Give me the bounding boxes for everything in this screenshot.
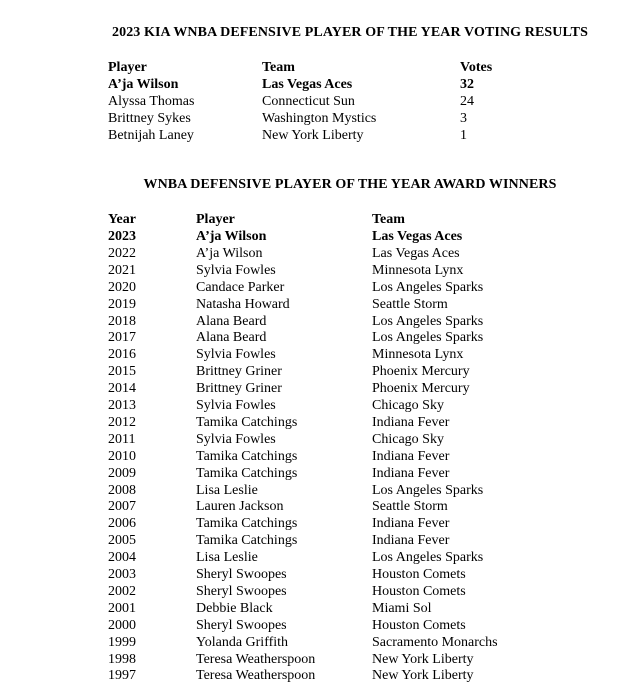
player-cell: Teresa Weatherspoon — [196, 651, 316, 667]
player-cell: Natasha Howard — [196, 296, 290, 312]
team-cell: Houston Comets — [372, 567, 466, 582]
year-cell: 2012 — [108, 414, 136, 430]
year-cell: 1999 — [108, 634, 136, 650]
year-cell: 2014 — [108, 381, 136, 397]
player-cell: Tamika Catchings — [196, 533, 298, 549]
year-cell: 2021 — [108, 262, 136, 278]
team-cell: New York Liberty — [372, 651, 474, 667]
team-cell: Indiana Fever — [372, 448, 450, 464]
player-cell: Sheryl Swoopes — [196, 617, 287, 633]
team-cell: Houston Comets — [372, 617, 466, 633]
header-votes: Votes — [460, 60, 493, 75]
player-cell: Tamika Catchings — [196, 448, 298, 464]
year-cell: 2020 — [108, 279, 136, 295]
year-cell: 2016 — [108, 347, 136, 363]
year-cell: 2008 — [108, 482, 136, 498]
player-cell: Alana Beard — [196, 313, 267, 329]
team-cell: Los Angeles Sparks — [372, 482, 484, 498]
team-cell: New York Liberty — [262, 128, 364, 143]
year-cell: 2022 — [108, 245, 136, 261]
team-cell: Chicago Sky — [372, 431, 444, 447]
player-cell: Candace Parker — [196, 279, 285, 295]
team-cell: Miami Sol — [372, 600, 432, 616]
year-cell: 2023 — [108, 229, 136, 244]
team-cell: Minnesota Lynx — [372, 262, 464, 278]
header-team: Team — [372, 212, 405, 227]
votes-cell: 32 — [460, 77, 474, 92]
award-winners-title: WNBA DEFENSIVE PLAYER OF THE YEAR AWARD WINNERS — [143, 177, 557, 192]
player-cell: Tamika Catchings — [196, 516, 298, 532]
year-cell: 2011 — [108, 431, 136, 447]
player-cell: Brittney Griner — [196, 381, 282, 397]
year-cell: 2019 — [108, 296, 136, 312]
player-cell: Tamika Catchings — [196, 414, 298, 430]
player-cell: Sheryl Swoopes — [196, 567, 287, 582]
team-cell: Washington Mystics — [262, 111, 377, 126]
team-cell: Phoenix Mercury — [372, 364, 470, 380]
player-cell: A’ja Wilson — [108, 77, 179, 92]
team-cell: Las Vegas Aces — [372, 245, 460, 261]
team-cell: Indiana Fever — [372, 465, 450, 481]
year-cell: 2000 — [108, 617, 136, 633]
year-cell: 2003 — [108, 567, 136, 582]
player-cell: Lisa Leslie — [196, 482, 258, 498]
team-cell: Indiana Fever — [372, 516, 450, 532]
year-cell: 1998 — [108, 651, 136, 667]
player-cell: Brittney Griner — [196, 364, 282, 380]
header-player: Player — [108, 60, 147, 75]
team-cell: Seattle Storm — [372, 499, 448, 515]
player-cell: Yolanda Griffith — [196, 634, 289, 650]
player-cell: Alyssa Thomas — [108, 94, 195, 109]
team-cell: Minnesota Lynx — [372, 347, 464, 363]
year-cell: 2015 — [108, 364, 136, 380]
team-cell: Phoenix Mercury — [372, 381, 470, 397]
year-cell: 2017 — [108, 330, 136, 346]
team-cell: Indiana Fever — [372, 414, 450, 430]
team-cell: Los Angeles Sparks — [372, 279, 484, 295]
team-cell: Los Angeles Sparks — [372, 550, 484, 566]
year-cell: 1997 — [108, 668, 136, 684]
player-cell: Lisa Leslie — [196, 550, 258, 566]
team-cell: Los Angeles Sparks — [372, 313, 484, 329]
year-cell: 2018 — [108, 313, 136, 329]
player-cell: Sheryl Swoopes — [196, 583, 287, 599]
votes-cell: 1 — [460, 128, 467, 143]
team-cell: Las Vegas Aces — [372, 229, 463, 244]
player-cell: Betnijah Laney — [108, 128, 194, 143]
player-cell: Sylvia Fowles — [196, 347, 276, 363]
team-cell: Houston Comets — [372, 583, 466, 599]
player-cell: Sylvia Fowles — [196, 431, 276, 447]
team-cell: Seattle Storm — [372, 296, 448, 312]
team-cell: New York Liberty — [372, 668, 474, 684]
header-player: Player — [196, 212, 235, 227]
year-cell: 2010 — [108, 448, 136, 464]
header-year: Year — [108, 212, 136, 227]
year-cell: 2007 — [108, 499, 136, 515]
year-cell: 2001 — [108, 600, 136, 616]
year-cell: 2005 — [108, 533, 136, 549]
player-cell: Sylvia Fowles — [196, 262, 276, 278]
player-cell: A’ja Wilson — [196, 229, 267, 244]
player-cell: Debbie Black — [196, 600, 273, 616]
player-cell: Brittney Sykes — [108, 111, 191, 126]
player-cell: Lauren Jackson — [196, 499, 284, 515]
team-cell: Chicago Sky — [372, 398, 444, 413]
team-cell: Las Vegas Aces — [262, 77, 353, 92]
team-cell: Sacramento Monarchs — [372, 634, 498, 650]
team-cell: Indiana Fever — [372, 533, 450, 549]
player-cell: Sylvia Fowles — [196, 398, 276, 413]
player-cell: Teresa Weatherspoon — [196, 668, 316, 684]
player-cell: A’ja Wilson — [196, 245, 263, 261]
year-cell: 2013 — [108, 398, 136, 413]
voting-results-title: 2023 KIA WNBA DEFENSIVE PLAYER OF THE YEAR VOTING RESULTS — [112, 25, 588, 40]
player-cell: Tamika Catchings — [196, 465, 298, 481]
year-cell: 2002 — [108, 583, 136, 599]
player-cell: Alana Beard — [196, 330, 267, 346]
team-cell: Connecticut Sun — [262, 94, 355, 109]
header-team: Team — [262, 60, 295, 75]
team-cell: Los Angeles Sparks — [372, 330, 484, 346]
votes-cell: 24 — [460, 94, 474, 109]
votes-cell: 3 — [460, 111, 467, 126]
year-cell: 2009 — [108, 465, 136, 481]
year-cell: 2006 — [108, 516, 136, 532]
year-cell: 2004 — [108, 550, 136, 566]
